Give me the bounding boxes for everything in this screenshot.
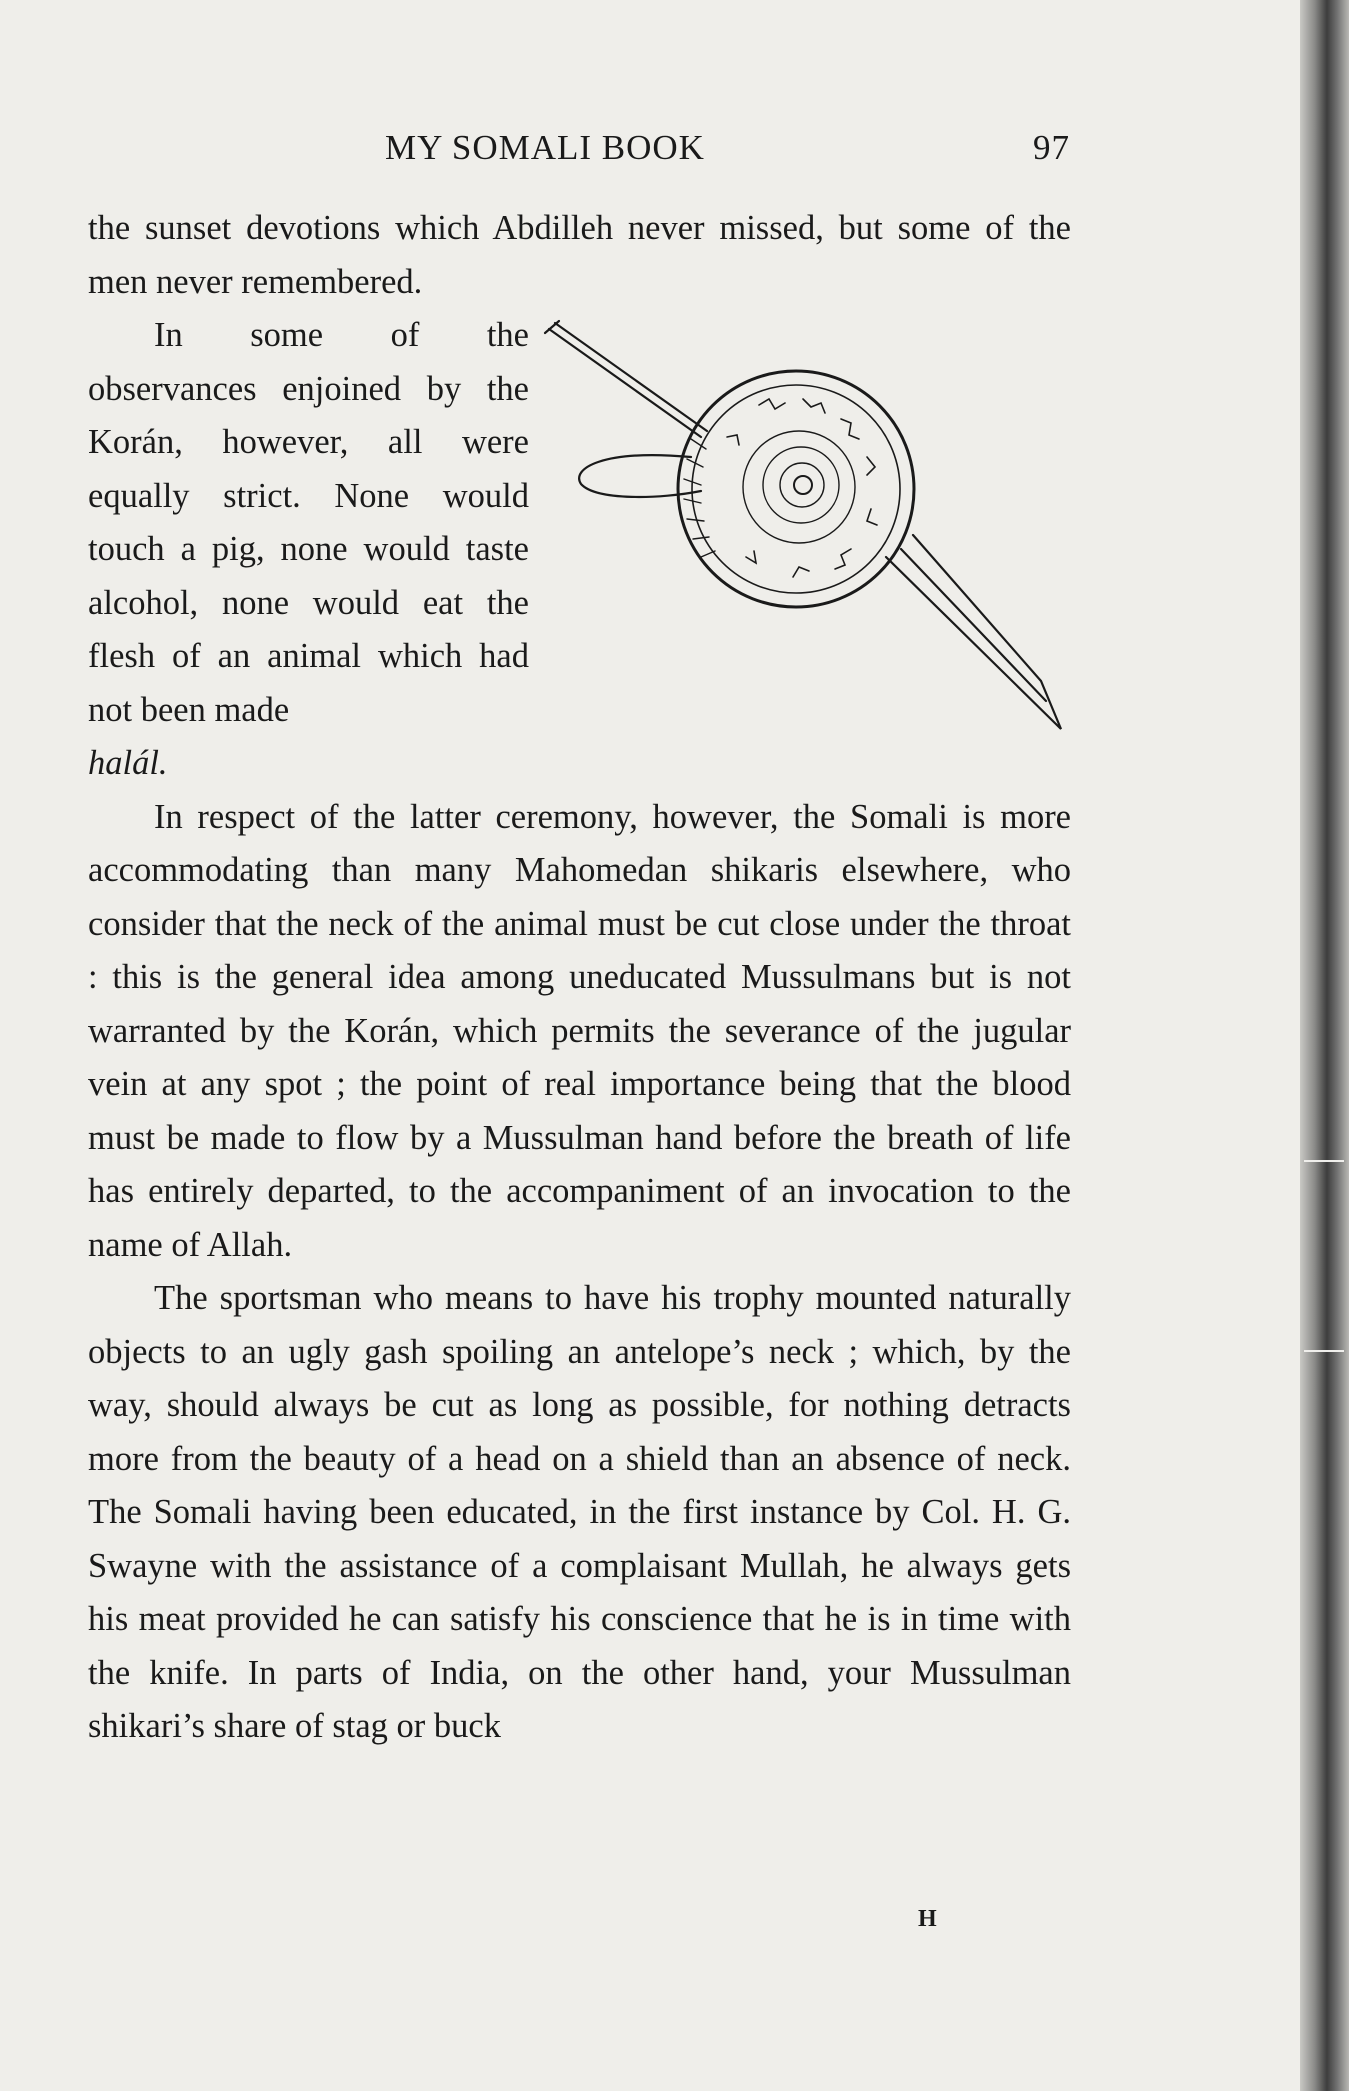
- shield-and-spear-icon: [541, 309, 1071, 749]
- paragraph-4: The sportsman who means to have his trophy mounted naturally objects to an ugly gash spoiling an antelope’s neck ; which, by the way, should always be cut as long as possible, for nothing detracts more from the beauty of a head on a shield than an absence of neck. The Somali having been educated, in the first instance by Col. H. G. Swayne with the assistance of a complaisant Mullah, he always gets his meat provided he can satisfy his conscience that he is in time with the knife. In parts of India, on the other hand, your Mussulman shikari’s share of stag or buck: [88, 1279, 1071, 1745]
- paragraph-3: In respect of the latter ceremony, however, the Somali is more accommodating than many Mahomedan shikaris elsewhere, who consider that the neck of the animal must be cut close under the throat : this is the general idea among uneducated Mussulmans but is not warranted by the Korán, which permits the severance of the jugular vein at any spot ; the point of real importance being that the blood must be made to flow by a Mussulman hand before the breath of life has entirely departed, to the accompaniment of an invocation to the name of Allah.: [88, 797, 1071, 1264]
- running-header: [90, 128, 1070, 178]
- body-text: [88, 202, 1071, 1754]
- paragraph-2-italic: halál.: [88, 744, 168, 782]
- book-edge: [1300, 0, 1349, 2091]
- signature-mark: H: [918, 1906, 937, 1932]
- shield-illustration: [541, 309, 1071, 749]
- paragraph-2: In some of the observances enjoined by the Korán, however, all were equally strict. None would touch a pig, none would taste alcohol, none would eat the flesh of an animal which had not been made: [88, 316, 529, 729]
- page-number: 97: [1033, 128, 1070, 167]
- running-title: MY SOMALI BOOK: [385, 128, 705, 167]
- paragraph-1: the sunset devotions which Abdilleh never missed, but some of the men never remembered.: [88, 209, 1071, 301]
